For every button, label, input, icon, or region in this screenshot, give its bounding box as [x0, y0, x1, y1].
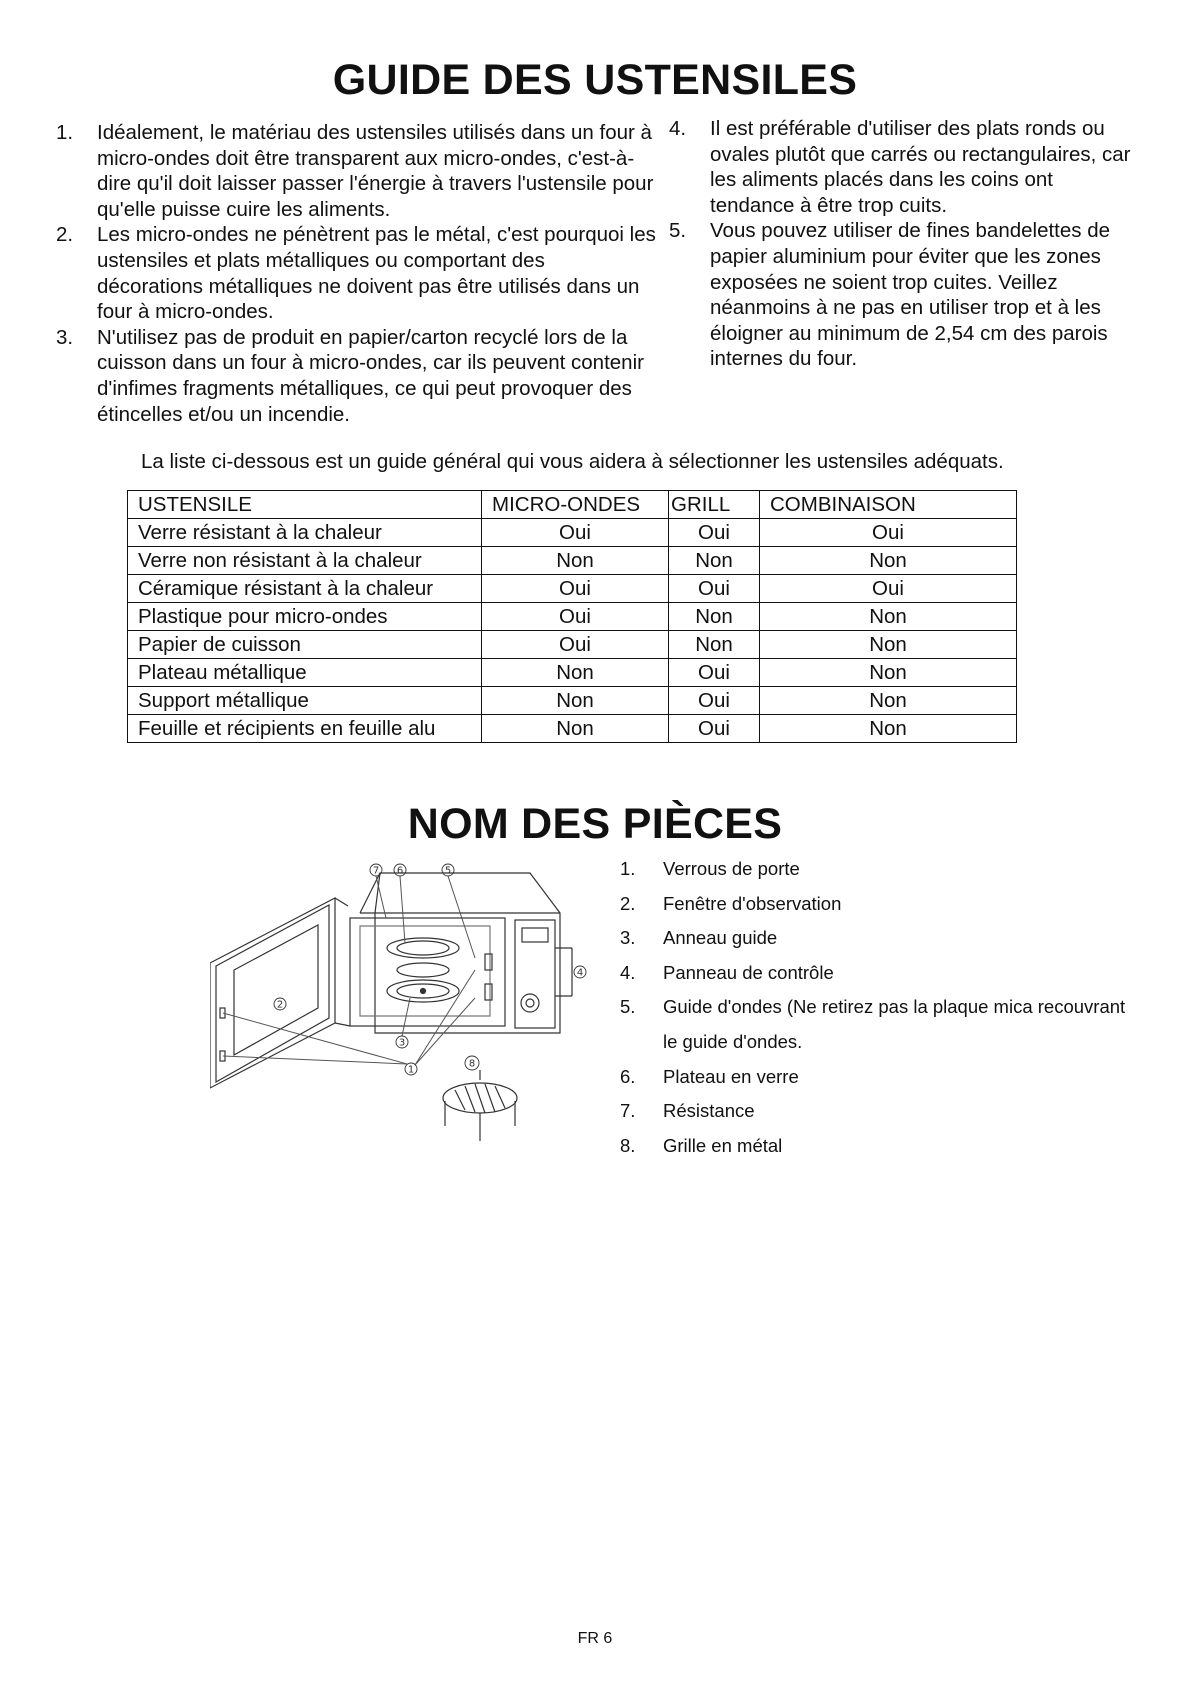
cell-combination: Non — [760, 603, 1017, 631]
header-combination: COMBINAISON — [760, 491, 1017, 519]
page-number: FR 6 — [577, 1630, 613, 1647]
cell-grill: Non — [669, 603, 760, 631]
cell-utensil: Feuille et récipients en feuille alu — [128, 715, 482, 743]
part-item — [620, 1129, 1140, 1164]
callout-number: 3 — [398, 1037, 406, 1049]
cell-microwave: Non — [482, 659, 669, 687]
cell-microwave: Non — [482, 547, 669, 575]
part-number: 7. — [620, 1100, 636, 1122]
cell-grill: Oui — [669, 715, 760, 743]
part-number: 8. — [620, 1134, 636, 1156]
item-text: N'utilisez pas de produit en papier/carton recyclé lors de la cuisson dans un four à micro-ondes, car ils peuvent contenir d'infimes fragments métalliques, ce qui peut provoquer des étincelles et/ou un incendie. — [97, 325, 644, 426]
cell-grill: Non — [669, 547, 760, 575]
part-number: 5. — [620, 996, 636, 1018]
cell-combination: Oui — [760, 575, 1017, 603]
table-row — [128, 519, 1017, 547]
item-number: 1. — [56, 121, 74, 144]
callout-number: 8 — [468, 1058, 476, 1070]
cell-microwave: Non — [482, 687, 669, 715]
oven-door — [210, 898, 350, 1088]
table-row — [128, 659, 1017, 687]
table-row — [128, 575, 1017, 603]
cell-microwave: Oui — [482, 603, 669, 631]
list-item — [669, 218, 1139, 372]
cell-microwave: Oui — [482, 519, 669, 547]
part-label: Verrous de porte — [663, 858, 800, 879]
cell-utensil: Verre non résistant à la chaleur — [128, 547, 482, 575]
cell-microwave: Oui — [482, 575, 669, 603]
cell-utensil: Support métallique — [128, 687, 482, 715]
cell-combination: Non — [760, 659, 1017, 687]
callout-number: 4 — [576, 967, 584, 979]
cell-utensil: Papier de cuisson — [128, 631, 482, 659]
part-number: 6. — [620, 1065, 636, 1087]
table-row — [128, 687, 1017, 715]
item-number: 4. — [669, 117, 687, 140]
table-row — [128, 715, 1017, 743]
item-text: Les micro-ondes ne pénètrent pas le métal, c'est pourquoi les ustensiles et plats métalliques ou comportant des décorations métalliques ne doivent pas être utilisés dans un four à micro-ondes. — [97, 223, 656, 324]
header-grill: GRILL — [669, 491, 760, 519]
guide-list-left — [56, 120, 656, 427]
cell-combination: Non — [760, 715, 1017, 743]
cell-grill: Oui — [669, 519, 760, 547]
cell-grill: Oui — [669, 659, 760, 687]
item-text: Idéalement, le matériau des ustensiles utilisés dans un four à micro-ondes doit être transparent aux micro-ondes, c'est-à-dire qu'il doit laisser passer l'énergie à travers l'ustensile pour qu'elle puisse cuire les aliments. — [97, 121, 654, 221]
cell-combination: Non — [760, 547, 1017, 575]
item-number: 2. — [56, 223, 74, 247]
microwave-diagram — [210, 858, 600, 1178]
item-text: Vous pouvez utiliser de fines bandelettes de papier aluminium pour éviter que les zones exposées ne soient trop cuites. Veillez néanmoins à ne pas en utiliser trop et à les éloigner au minimum de 2,54 cm des parois internes du four. — [710, 219, 1111, 371]
part-item — [620, 921, 1140, 956]
leader-lines — [223, 876, 475, 1065]
table-header-row — [128, 491, 1017, 519]
metal-rack — [443, 1070, 517, 1141]
cell-utensil: Plastique pour micro-ondes — [128, 603, 482, 631]
part-item — [620, 1060, 1140, 1095]
table-intro: La liste ci-dessous est un guide général qui vous aidera à sélectionner les ustensiles adéquats. — [141, 450, 1004, 473]
part-item — [620, 956, 1140, 991]
guide-title: GUIDE DES USTENSILES — [332, 56, 858, 104]
list-item — [56, 222, 656, 324]
list-item — [56, 120, 656, 222]
part-item — [620, 990, 1140, 1059]
part-label: Grille en métal — [663, 1134, 783, 1156]
part-number: 2. — [620, 892, 636, 914]
part-label: Plateau en verre — [663, 1065, 799, 1087]
table-row — [128, 631, 1017, 659]
part-label: Anneau guide — [663, 927, 778, 949]
cell-utensil: Céramique résistant à la chaleur — [128, 575, 482, 603]
part-item — [620, 1094, 1140, 1129]
cell-utensil: Verre résistant à la chaleur — [128, 519, 482, 547]
cell-combination: Non — [760, 687, 1017, 715]
callout-number: 6 — [396, 865, 404, 877]
callout-number: 5 — [444, 865, 452, 877]
cell-microwave: Non — [482, 715, 669, 743]
part-label: Résistance — [663, 1100, 755, 1122]
part-label: Fenêtre d'observation — [663, 892, 842, 914]
part-number: 3. — [620, 927, 636, 949]
utensils-table — [127, 490, 1017, 743]
part-item — [620, 887, 1140, 922]
callout-number: 2 — [276, 999, 284, 1011]
part-number: 1. — [620, 858, 636, 879]
callout-markers — [274, 864, 586, 1076]
list-item — [669, 116, 1139, 218]
item-text: Il est préférable d'utiliser des plats ronds ou ovales plutôt que carrés ou rectangulaires, car les aliments placés dans les coins ont tendance à être trop cuits. — [710, 117, 1131, 217]
cell-grill: Oui — [669, 575, 760, 603]
item-number: 5. — [669, 219, 687, 243]
cell-grill: Non — [669, 631, 760, 659]
header-utensil: USTENSILE — [128, 491, 482, 519]
part-label: Guide d'ondes (Ne retirez pas la plaque mica recouvrant le guide d'ondes. — [663, 996, 1126, 1052]
turntable — [387, 938, 459, 1002]
guide-list-right — [669, 116, 1139, 372]
header-microwave: MICRO-ONDES — [482, 491, 669, 519]
cell-utensil: Plateau métallique — [128, 659, 482, 687]
table-row — [128, 547, 1017, 575]
part-number: 4. — [620, 961, 636, 983]
callout-number: 7 — [372, 865, 380, 877]
table-row — [128, 603, 1017, 631]
list-item — [56, 325, 656, 427]
cell-combination: Oui — [760, 519, 1017, 547]
parts-title: NOM DES PIÈCES — [407, 800, 783, 848]
cell-microwave: Oui — [482, 631, 669, 659]
item-number: 3. — [56, 325, 74, 349]
callout-number: 1 — [407, 1064, 415, 1076]
oven-body — [350, 873, 572, 1033]
part-label: Panneau de contrôle — [663, 961, 834, 983]
part-item — [620, 852, 1140, 887]
cell-combination: Non — [760, 631, 1017, 659]
cell-grill: Oui — [669, 687, 760, 715]
parts-list — [620, 852, 1140, 1163]
